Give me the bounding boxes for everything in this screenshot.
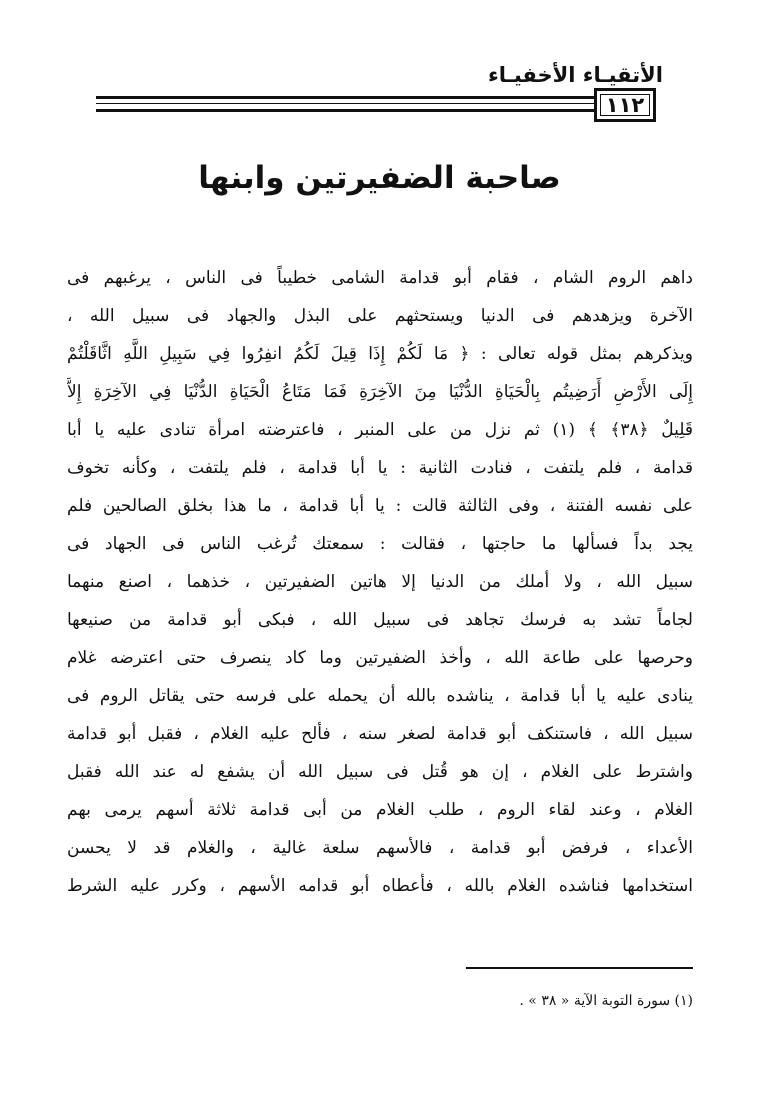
body-line: يجد بداً فسألها ما حاجتها ، فقالت : سمعتك تُرغب الناس فى الجهاد فى xyxy=(67,534,693,554)
body-line: وحرصها على طاعة الله ، وأخذ الضفيرتين وما كاد ينصرف حتى اعترضه غلام xyxy=(67,648,693,668)
running-title: الأتقيـاء الأخفيـاء xyxy=(488,63,663,87)
body-line: إِلَى الأَرْضِ أَرَضِيتُم بِالْحَيَاةِ الدُّنْيَا مِنَ الآخِرَةِ فَمَا مَتَاعُ الْحَيَاةِ الدُّنْيَا فِي الآخِرَةِ إِلاَّ xyxy=(67,382,693,402)
body-line: قَلِيلٌ ﴿٣٨﴾ ﴾ (١) ثم نزل من على المنبر ، فاعترضته امرأة تنادى عليه يا أبا xyxy=(67,420,693,440)
body-line: سبيل الله ، فاستنكف أبو قدامة لصغر سنه ، فألح عليه الغلام ، فقبل أبو قدامة xyxy=(67,724,693,744)
page-number xyxy=(594,88,656,122)
body-line: ويذكرهم بمثل قوله تعالى : ﴿ مَا لَكُمْ إِذَا قِيلَ لَكُمُ انفِرُوا فِي سَبِيلِ اللَّهِ اثَّاقَلْتُمْ xyxy=(67,344,693,364)
body-line: داهم الروم الشام ، فقام أبو قدامة الشامى خطيباً فى الناس ، يرغبهم فى xyxy=(67,268,693,288)
body-line: قدامة ، فلم يلتفت ، فنادت الثانية : يا أبا قدامة ، فلم يلتفت ، وكأنه تخوف xyxy=(67,458,693,478)
header-rule-top xyxy=(96,96,594,99)
body-line: لجاماً تشد به فرسك تجاهد فى سبيل الله ، فبكى أبو قدامة من صنيعها xyxy=(67,610,693,630)
body-line: الأعداء ، فرفض أبو قدامة ، فالأسهم سلعة غالية ، والغلام قد لا يحسن xyxy=(67,838,693,858)
header-rule-middle xyxy=(96,103,594,104)
footnote: (١) سورة التوبة الآية « ٣٨ » . xyxy=(519,993,693,1009)
body-line: استخدامها فناشده الغلام بالله ، فأعطاه أبو قدامه الأسهم ، وكرر عليه الشرط xyxy=(67,876,693,896)
body-line: على نفسه الفتنة ، وفى الثالثة قالت : يا أبا قدامة ، ما هذا بخلق الصالحين فلم xyxy=(67,496,693,516)
header-rule-bottom xyxy=(96,109,594,112)
body-line: ينادى عليه يا أبا قدامة ، يناشده بالله أن يحمله على فرسه حتى يقاتل الروم فى xyxy=(67,686,693,706)
body-line: الآخرة ويزهدهم فى الدنيا ويستحثهم على البذل والجهاد فى سبيل الله ، xyxy=(67,306,693,326)
body-line: الغلام ، وعند لقاء الروم ، طلب الغلام من أبى قدامة ثلاثة أسهم يرمى بهم xyxy=(67,800,693,820)
page-number-text: ١١٢ xyxy=(605,93,645,117)
chapter-title: صاحبة الضفيرتين وابنها xyxy=(198,160,561,196)
body-line: واشترط على الغلام ، إن هو قُتل فى سبيل الله أن يشفع له عند الله فقبل xyxy=(67,762,693,782)
footnote-rule xyxy=(466,967,693,969)
body-line: سبيل الله ، ولا أملك من الدنيا إلا هاتين الضفيرتين ، خذهما ، اصنع منهما xyxy=(67,572,693,592)
